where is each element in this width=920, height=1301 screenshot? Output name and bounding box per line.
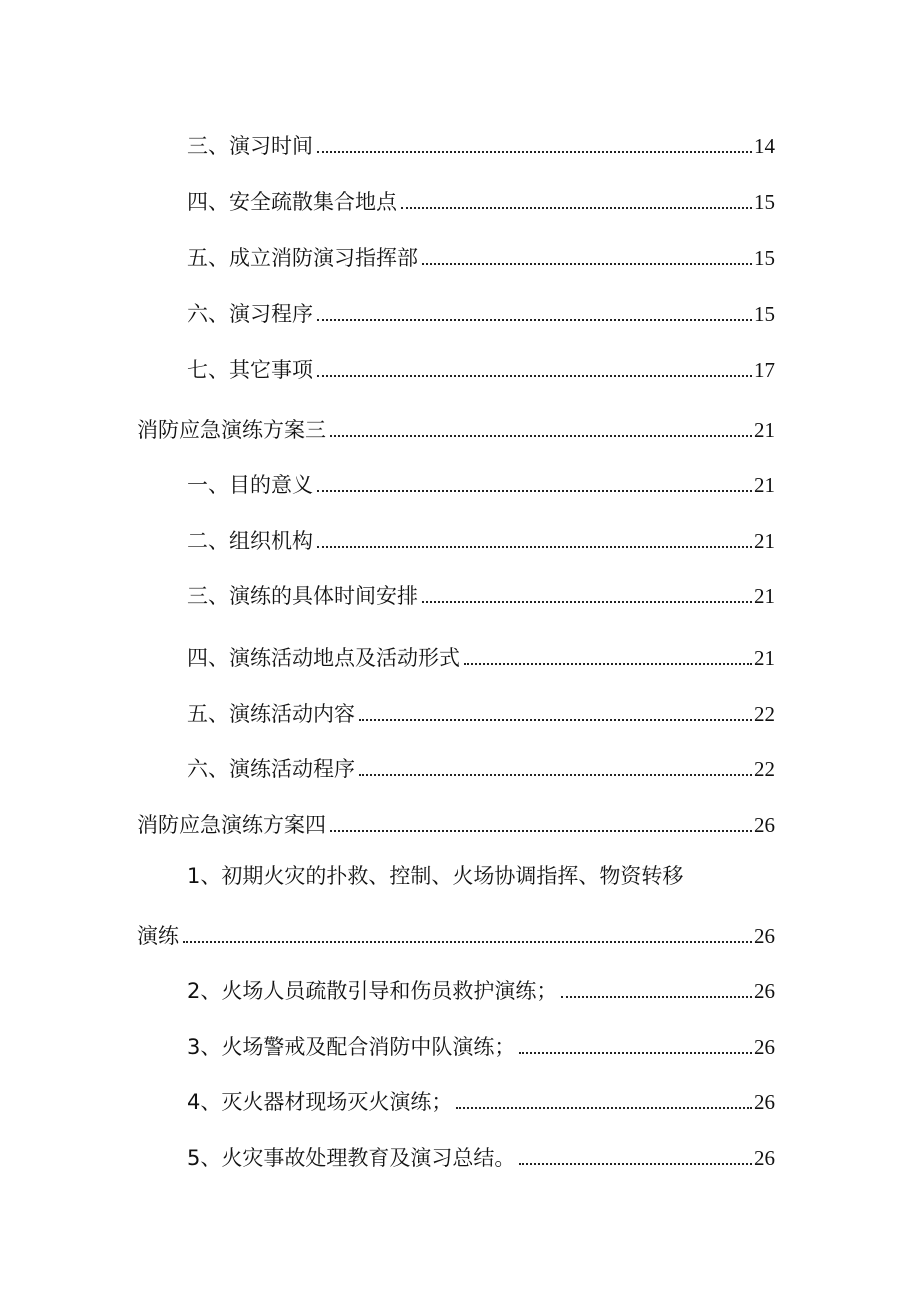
toc-entry-page: 26 — [754, 924, 775, 948]
toc-entry-label: 二、组织机构 — [187, 529, 313, 553]
toc-dot-leader — [359, 774, 752, 776]
toc-entry[interactable] — [187, 696, 775, 728]
toc-entry-page: 15 — [754, 190, 775, 214]
toc-dot-leader — [519, 1052, 752, 1054]
toc-entry-page: 17 — [754, 358, 775, 382]
toc-dot-leader — [317, 375, 752, 377]
toc-entry-page: 15 — [754, 246, 775, 270]
toc-entry-page: 26 — [754, 1090, 775, 1114]
toc-entry-label: 三、演习时间 — [187, 134, 313, 158]
toc-entry-page: 15 — [754, 302, 775, 326]
toc-entry-label: 六、演练活动程序 — [187, 757, 355, 781]
toc-entry-label: 四、安全疏散集合地点 — [187, 190, 397, 214]
toc-dot-leader — [330, 830, 752, 832]
toc-entry-label: 四、演练活动地点及活动形式 — [187, 646, 460, 670]
toc-entry-label: 2、火场人员疏散引导和伤员救护演练； — [187, 979, 558, 1003]
toc-entry-label: 消防应急演练方案四 — [137, 813, 326, 837]
toc-entry-page: 26 — [754, 1035, 775, 1059]
toc-entry[interactable] — [187, 1084, 775, 1116]
toc-entry-label: 5、火灾事故处理教育及演习总结。 — [187, 1146, 516, 1170]
toc-dot-leader — [519, 1163, 752, 1165]
toc-entry[interactable] — [187, 523, 775, 555]
toc-entry[interactable] — [187, 128, 775, 160]
toc-entry-page: 22 — [754, 702, 775, 726]
toc-entry-page: 22 — [754, 757, 775, 781]
toc-entry-page: 14 — [754, 134, 775, 158]
toc-entry[interactable] — [187, 751, 775, 783]
toc-entry[interactable] — [187, 240, 775, 272]
toc-entry-label: 五、演练活动内容 — [187, 702, 355, 726]
toc-entry[interactable] — [187, 352, 775, 384]
toc-entry[interactable] — [187, 640, 775, 672]
toc-entry-label: 六、演习程序 — [187, 302, 313, 326]
toc-entry-label-line1[interactable]: 1、初期火灾的扑救、控制、火场协调指挥、物资转移 — [187, 864, 684, 888]
toc-entry[interactable] — [187, 467, 775, 499]
toc-dot-leader — [183, 941, 752, 943]
toc-dot-leader — [330, 435, 752, 437]
toc-entry-label: 演练 — [137, 924, 179, 948]
toc-dot-leader — [561, 996, 752, 998]
toc-entry-page: 26 — [754, 979, 775, 1003]
toc-entry-page: 21 — [754, 646, 775, 670]
toc-dot-leader — [464, 663, 752, 665]
toc-dot-leader — [401, 207, 752, 209]
toc-dot-leader — [317, 319, 752, 321]
toc-entry-label: 三、演练的具体时间安排 — [187, 584, 418, 608]
toc-dot-leader — [359, 719, 752, 721]
toc-entry-label: 消防应急演练方案三 — [137, 418, 326, 442]
toc-section-entry[interactable] — [137, 412, 775, 444]
toc-entry[interactable] — [187, 973, 775, 1005]
toc-entry[interactable] — [187, 296, 775, 328]
toc-entry-label: 七、其它事项 — [187, 358, 313, 382]
toc-entry-label: 3、火场警戒及配合消防中队演练； — [187, 1035, 516, 1059]
toc-dot-leader — [317, 151, 752, 153]
toc-section-entry[interactable] — [137, 807, 775, 839]
toc-dot-leader — [317, 546, 752, 548]
toc-dot-leader — [456, 1107, 752, 1109]
toc-entry-page: 21 — [754, 473, 775, 497]
toc-entry[interactable] — [187, 578, 775, 610]
toc-dot-leader — [317, 490, 752, 492]
toc-dot-leader — [422, 601, 752, 603]
toc-entry-label: 4、灭火器材现场灭火演练； — [187, 1090, 453, 1114]
toc-entry[interactable] — [187, 1029, 775, 1061]
toc-entry[interactable] — [187, 184, 775, 216]
toc-dot-leader — [422, 263, 752, 265]
toc-entry-page: 21 — [754, 418, 775, 442]
toc-entry-page: 26 — [754, 813, 775, 837]
toc-entry-page: 21 — [754, 584, 775, 608]
toc-entry[interactable] — [137, 918, 775, 950]
toc-entry-page: 21 — [754, 529, 775, 553]
toc-entry-label: 五、成立消防演习指挥部 — [187, 246, 418, 270]
toc-entry[interactable] — [187, 1140, 775, 1172]
toc-entry-label: 一、目的意义 — [187, 473, 313, 497]
toc-entry-page: 26 — [754, 1146, 775, 1170]
